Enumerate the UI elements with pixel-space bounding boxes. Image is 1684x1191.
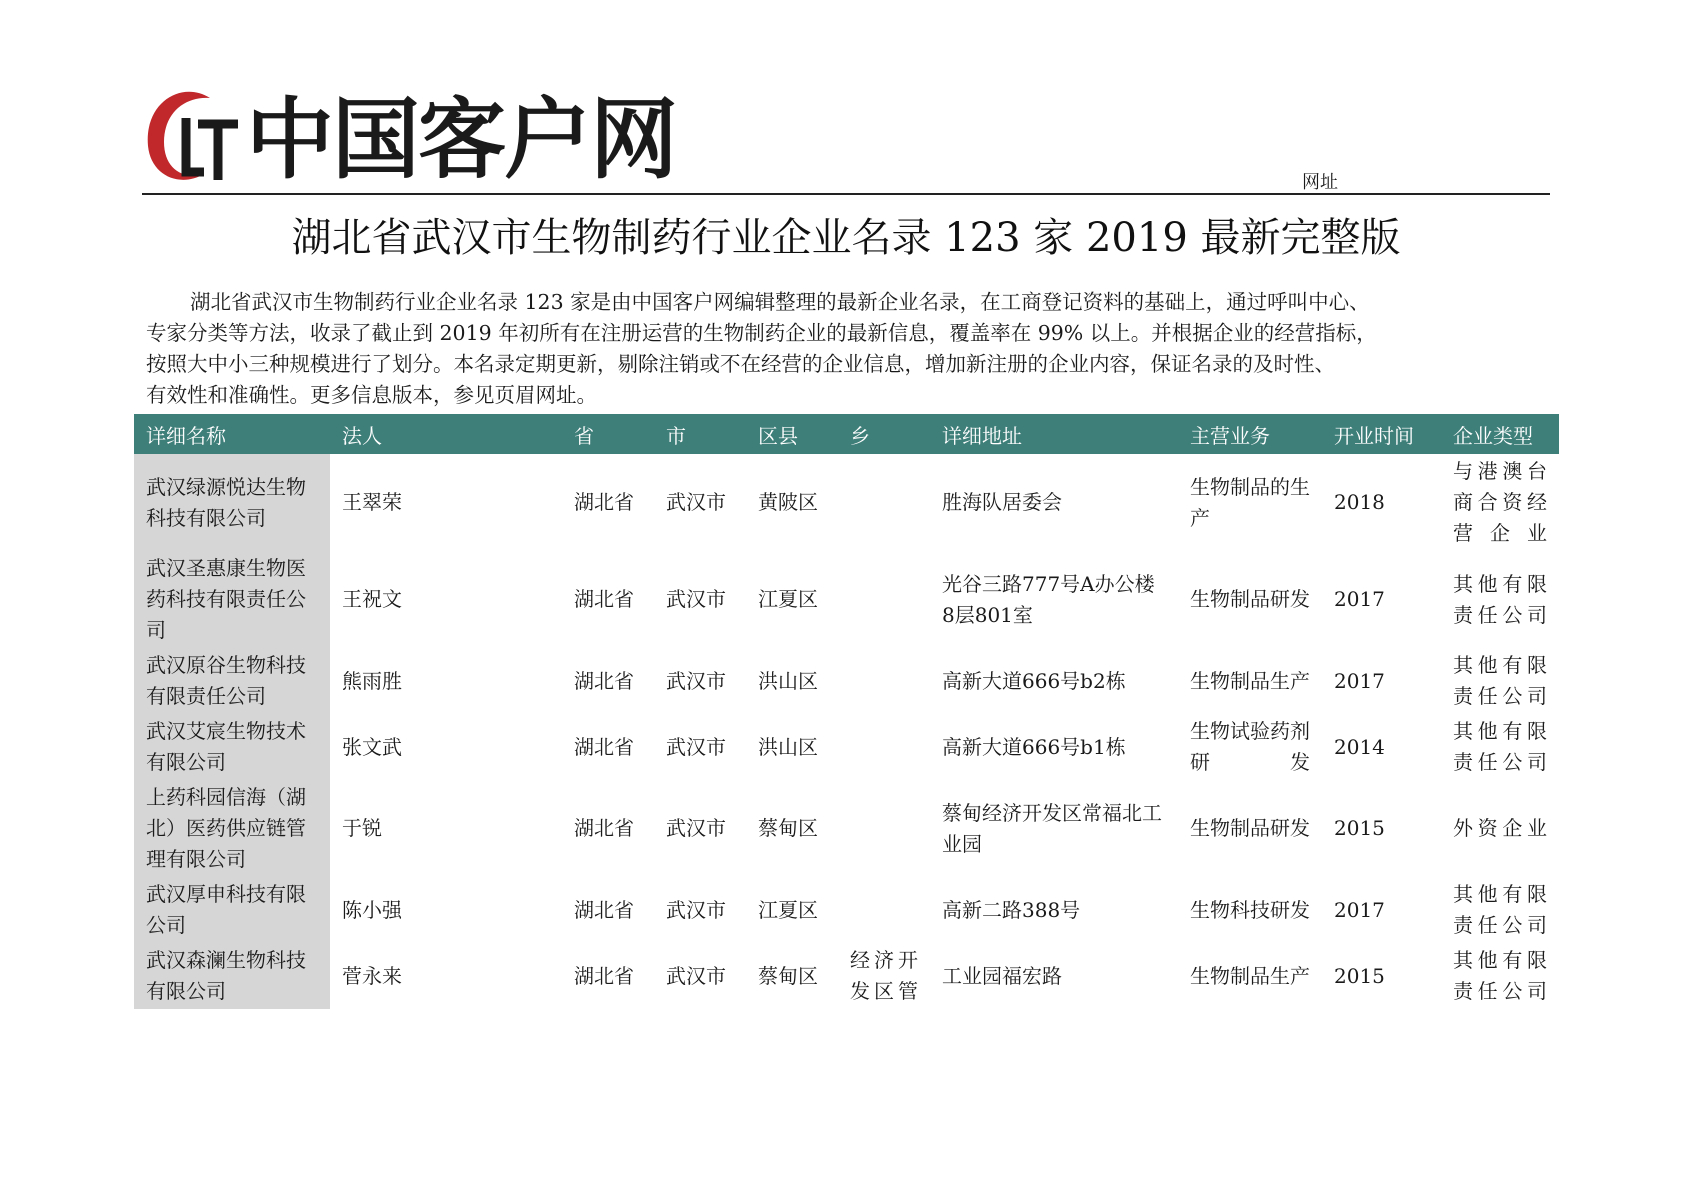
cell-business: 生物试验药剂研发 <box>1190 719 1310 774</box>
cell-year: 2014 <box>1334 734 1385 759</box>
page-title: 湖北省武汉市生物制药行业企业名录 123 家 2019 最新完整版 <box>291 215 1401 261</box>
cell-person: 王祝文 <box>342 587 402 611</box>
cell-township <box>838 551 930 648</box>
cell-address: 蔡甸经济开发区常福北工业园 <box>942 800 1162 856</box>
cell-business: 生物制品研发 <box>1190 587 1310 611</box>
cell-type: 其他有限责任公司 <box>1453 653 1547 708</box>
cell-person: 菅永来 <box>342 963 402 988</box>
cell-name: 武汉艾宸生物技术有限公司 <box>134 714 330 780</box>
url-label: 网址 <box>1302 172 1338 193</box>
cell-year: 2017 <box>1334 897 1385 922</box>
table-row <box>134 551 1559 648</box>
cell-business: 生物科技研发 <box>1190 897 1310 922</box>
cell-district: 黄陂区 <box>758 490 818 514</box>
cell-year: 2017 <box>1334 587 1385 611</box>
table-row <box>134 780 1559 877</box>
col-header-city: 市 <box>654 414 746 454</box>
cell-business: 生物制品生产 <box>1190 963 1310 988</box>
col-header-name: 详细名称 <box>134 414 330 454</box>
clt-logo-icon <box>142 84 242 194</box>
cell-township <box>838 780 930 877</box>
intro-line: 专家分类等方法，收录了截止到 2019 年初所有在注册运营的生物制药企业的最新信息，覆盖率在 99% 以上。并根据企业的经营指标， <box>146 321 1377 345</box>
cell-person: 张文武 <box>342 734 402 759</box>
cell-address: 高新二路388号 <box>942 897 1081 922</box>
cell-province: 湖北省 <box>574 668 634 693</box>
col-header-year: 开业时间 <box>1322 414 1441 454</box>
cell-province: 湖北省 <box>574 816 634 840</box>
cell-name: 武汉圣惠康生物医药科技有限责任公司 <box>134 551 330 648</box>
col-header-district: 区县 <box>746 414 838 454</box>
cell-type: 其他有限责任公司 <box>1453 948 1547 1003</box>
intro-paragraph <box>146 287 1556 411</box>
cell-district: 蔡甸区 <box>758 963 818 988</box>
cell-address: 工业园福宏路 <box>942 963 1062 988</box>
cell-district: 洪山区 <box>758 668 818 693</box>
header-divider <box>142 193 1550 195</box>
cell-district: 洪山区 <box>758 734 818 759</box>
cell-year: 2017 <box>1334 668 1385 693</box>
cell-district: 江夏区 <box>758 587 818 611</box>
cell-city: 武汉市 <box>666 490 726 514</box>
intro-line: 湖北省武汉市生物制药行业企业名录 123 家是由中国客户网编辑整理的最新企业名录，在工商登记资料的基础上，通过呼叫中心、 <box>190 290 1370 314</box>
cell-address: 高新大道666号b2栋 <box>942 668 1126 693</box>
cell-district: 蔡甸区 <box>758 816 818 840</box>
cell-person: 陈小强 <box>342 897 402 922</box>
cell-name: 武汉森澜生物科技有限公司 <box>134 943 330 1009</box>
cell-name: 武汉绿源悦达生物科技有限公司 <box>134 454 330 551</box>
table-row <box>134 454 1559 551</box>
cell-city: 武汉市 <box>666 734 726 759</box>
table-row <box>134 877 1559 943</box>
cell-township: 经济开发区管 <box>850 948 918 1003</box>
logo-wordmark: 中国客户网 <box>246 88 677 191</box>
cell-person: 王翠荣 <box>342 490 402 514</box>
cell-city: 武汉市 <box>666 963 726 988</box>
cell-year: 2015 <box>1334 816 1385 840</box>
intro-line: 按照大中小三种规模进行了划分。本名录定期更新，剔除注销或不在经营的企业信息，增加新注册的企业内容，保证名录的及时性、 <box>146 352 1335 376</box>
cell-address: 高新大道666号b1栋 <box>942 734 1126 759</box>
table-row <box>134 943 1559 1009</box>
intro-line: 有效性和准确性。更多信息版本，参见页眉网址。 <box>146 383 597 407</box>
cell-province: 湖北省 <box>574 963 634 988</box>
cell-business: 生物制品的生产 <box>1190 474 1310 530</box>
cell-business: 生物制品研发 <box>1190 816 1310 840</box>
cell-township <box>838 648 930 714</box>
cell-district: 江夏区 <box>758 897 818 922</box>
col-header-person: 法人 <box>330 414 562 454</box>
table-row <box>134 648 1559 714</box>
cell-person: 熊雨胜 <box>342 668 402 693</box>
cell-province: 湖北省 <box>574 734 634 759</box>
cell-city: 武汉市 <box>666 668 726 693</box>
cell-type: 其他有限责任公司 <box>1453 571 1547 627</box>
cell-address: 胜海队居委会 <box>942 490 1062 514</box>
cell-city: 武汉市 <box>666 897 726 922</box>
cell-type: 其他有限责任公司 <box>1453 719 1547 774</box>
cell-type: 其他有限责任公司 <box>1453 882 1547 937</box>
cell-province: 湖北省 <box>574 490 634 514</box>
cell-province: 湖北省 <box>574 897 634 922</box>
company-table <box>134 414 1559 1009</box>
col-header-province: 省 <box>562 414 654 454</box>
col-header-business: 主营业务 <box>1178 414 1322 454</box>
cell-type: 外资企业 <box>1453 816 1547 840</box>
cell-city: 武汉市 <box>666 816 726 840</box>
col-header-address: 详细地址 <box>930 414 1178 454</box>
cell-year: 2018 <box>1334 490 1385 514</box>
col-header-type: 企业类型 <box>1441 414 1559 454</box>
cell-address: 光谷三路777号A办公楼8层801室 <box>942 571 1155 627</box>
cell-person: 于锐 <box>342 816 382 840</box>
cell-name: 武汉原谷生物科技有限责任公司 <box>134 648 330 714</box>
brand-logo <box>142 84 682 194</box>
cell-name: 上药科园信海（湖北）医药供应链管理有限公司 <box>134 780 330 877</box>
cell-township <box>838 454 930 551</box>
table-row <box>134 714 1559 780</box>
table-header-row <box>134 414 1559 454</box>
cell-business: 生物制品生产 <box>1190 668 1310 693</box>
cell-name: 武汉厚申科技有限公司 <box>134 877 330 943</box>
cell-type: 与港澳台商合资经营企业 <box>1453 459 1547 545</box>
cell-province: 湖北省 <box>574 587 634 611</box>
cell-city: 武汉市 <box>666 587 726 611</box>
cell-township <box>838 877 930 943</box>
col-header-township: 乡 <box>838 414 930 454</box>
cell-year: 2015 <box>1334 963 1385 988</box>
cell-township <box>838 714 930 780</box>
